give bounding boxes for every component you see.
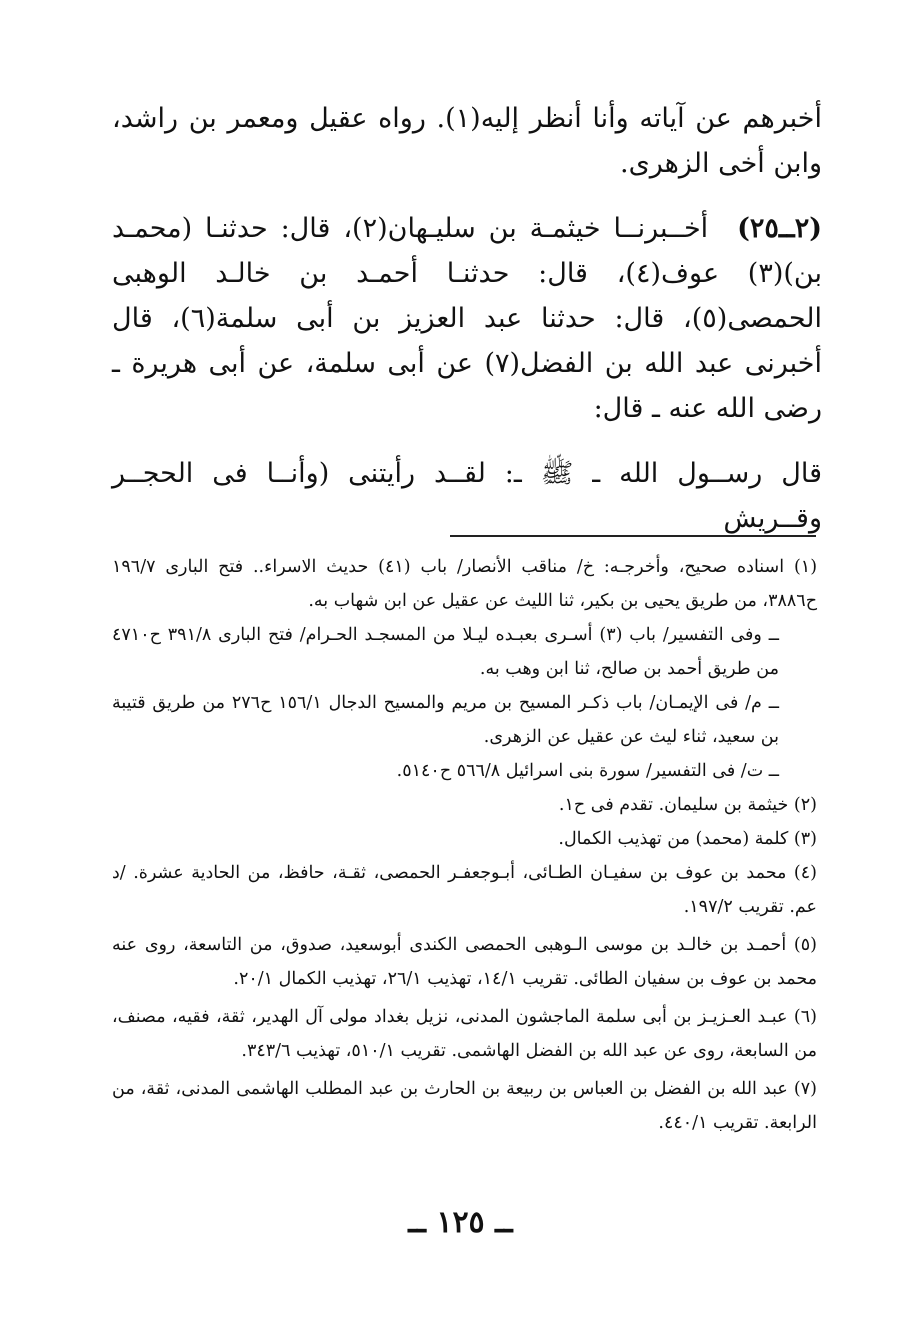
footnote-6: (٦) عبـد العـزيـز بن أبى سلمة الماجشون المدنى، نزيل بغداد مولى آل الهدير، ثقة، فقيه، مصنف، من السابعة، روى عن عبد الله بن الفضل الهاشمى. تقريب ٥١٠/١، تهذيب ٣٤٣/٦. [112, 1007, 817, 1061]
isnad-text: أخــبرنــا خيثمـة بن سليـهان(٢)، قال: حدثنـا (محمـد بن)(٣) عوف(٤)، قال: حدثنـا أحمـد بن خالـد الوهبى الحمصى(٥)، قال: حدثنا عبد العزيز بن أبى سلمة(٦)، قال أخبرنى عبد الله بن الفضل(٧) عن أبى سلمة، عن أبى هريرة ـ رضى الله عنه ـ قال: [112, 213, 822, 424]
paragraph-3: قال رســول الله ـ ﷺ ـ: لقــد رأيتنى (وأنــا فى الحجــر وقــريش [112, 458, 822, 534]
footnote-7: (٧) عبد الله بن الفضل بن العباس بن ربيعة بن الحارث بن عبد المطلب الهاشمى المدنى، ثقة، من الرابعة. تقريب ٤٤٠/١. [112, 1079, 817, 1133]
footnote-2: (٢) خيثمة بن سليمان. تقدم فى ح١. [558, 795, 817, 815]
main-text [112, 96, 822, 561]
footnote-1: (١) اسناده صحيح، وأخرجـه: خ/ مناقب الأنصار/ باب (٤١) حديث الاسراء.. فتح البارى ١٩٦/٧ ح٣٨٨٦، من طريق يحيى بن بكير، ثنا الليث عن عقيل عن ابن شهاب به. [112, 557, 818, 611]
footnotes [112, 550, 817, 1140]
footnote-4: (٤) محمد بن عوف بن سفيـان الطـائى، أبـوجعفـر الحمصى، ثقـة، حافظ، من الحادية عشرة. /د عم. تقريب ١٩٧/٢. [112, 863, 817, 917]
footnote-separator [450, 535, 816, 537]
footnote-1-continuation-b: ــ م/ فى الإيمـان/ باب ذكـر المسيح بن مريم والمسيح الدجال ١٥٦/١ ح٢٧٦ من طريق قتيبة بن سعيد، ثناء ليث عن عقيل عن الزهرى. [112, 693, 779, 747]
paragraph-1: أخبرهم عن آياته وأنا أنظر إليه(١). رواه عقيل ومعمر بن راشد، وابن أخى الزهرى. [112, 103, 822, 179]
footnote-1-continuation-c: ــ ت/ فى التفسير/ سورة بنى اسرائيل ٥٦٦/٨ ح٥١٤٠. [396, 761, 779, 781]
footnote-1-continuation-a: ــ وفى التفسير/ باب (٣) أسـرى بعبـده ليـلا من المسجـد الحـرام/ فتح البارى ٣٩١/٨ ح٤٧١٠ من طريق أحمد بن صالح، ثنا ابن وهب به. [112, 625, 780, 679]
paragraph-2 [112, 206, 822, 431]
page-number: ــ ١٢٥ ــ [408, 1205, 513, 1240]
footnote-5: (٥) أحمـد بن خالـد بن موسى الـوهبى الحمصى الكندى أبوسعيد، صدوق، من التاسعة، روى عنه محمد بن عوف بن سفيان الطائى. تقريب ١٤/١، تهذيب ٢٦/١، تهذيب الكمال ٢٠/١. [112, 935, 817, 989]
footnote-3: (٣) كلمة (محمد) من تهذيب الكمال. [558, 829, 817, 849]
hadith-number: (٢ــ٢٥) [737, 213, 822, 244]
